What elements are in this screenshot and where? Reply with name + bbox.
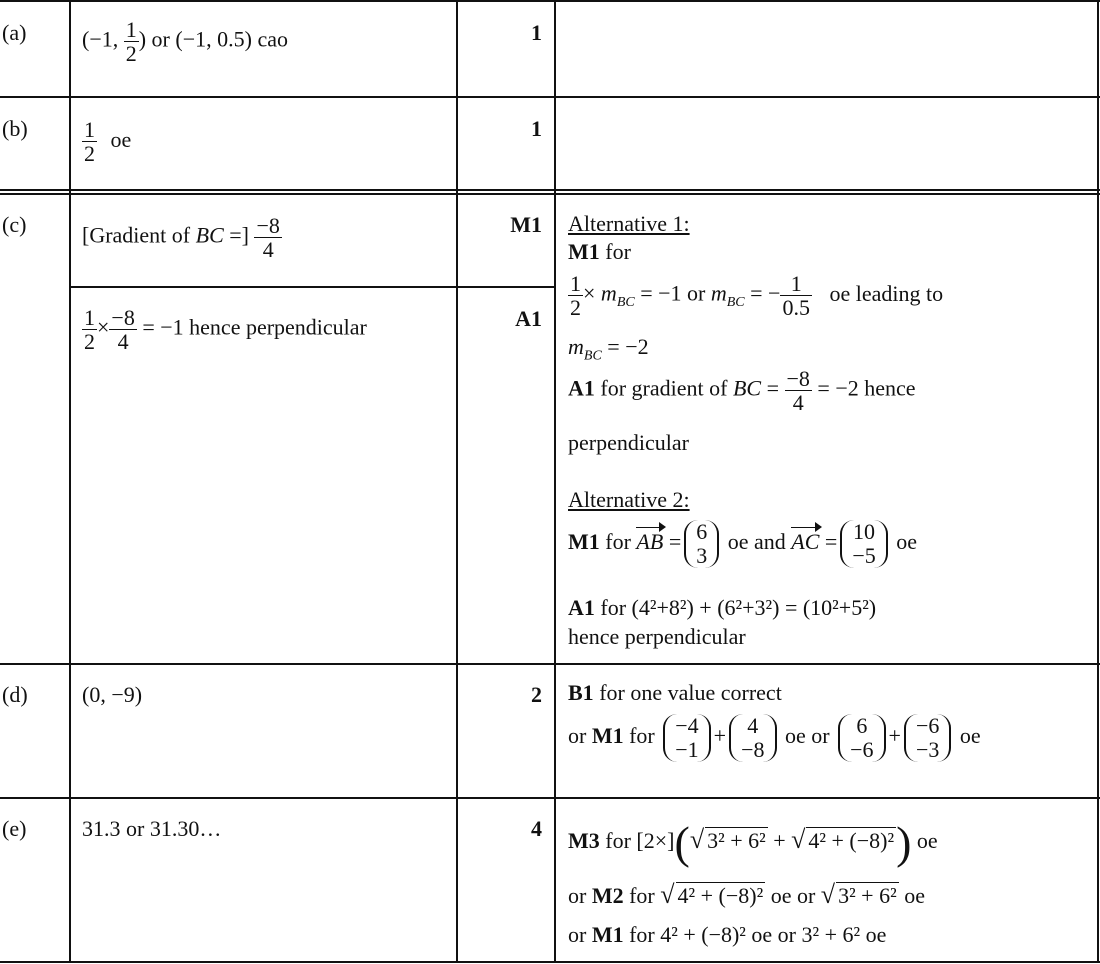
part-label-e: (e): [2, 816, 27, 841]
answer-d: (0, −9): [82, 682, 143, 707]
column-divider-3: [554, 0, 556, 962]
table-border-top: [0, 0, 1100, 2]
c-alt1-title: Alternative 1:: [568, 211, 690, 236]
answer-a-post: ) or (−1, 0.5) cao: [138, 26, 288, 52]
c-alt1-result: $m_{BC} = -2$: [568, 334, 649, 364]
mark-c-m1: M1: [510, 212, 542, 237]
row-divider-ab: [0, 96, 1100, 98]
c-alt2-title: Alternative 2:: [568, 487, 690, 512]
part-label-b: (b): [2, 116, 28, 141]
c-alt1-m1: M1 for: [568, 239, 631, 264]
e-m3: M3 for [2×](√ 3² + 6² + √ 4² + (−8)²) oe: [568, 817, 938, 868]
part-label-d: (d): [2, 682, 28, 707]
answer-b-post: oe: [110, 126, 132, 152]
mark-c-a1: A1: [515, 306, 542, 331]
row-divider-bc-2: [0, 193, 1100, 195]
c-alt1-equation: $\frac{1}{2}$ × $m_{BC} = -1$ or $m_{BC}$ = − $\frac{1}{0.5}$ oe leading to: [570, 271, 944, 321]
answer-c-gradient: [Gradient of BC =] $\frac{-8}{4}$: [82, 213, 280, 263]
d-m1: or M1 for −4 −1 + 4 −8 oe or 6 −6 + −6 −3 oe: [568, 713, 981, 763]
row-divider-c-inner: [69, 286, 556, 288]
table-border-bottom: [0, 961, 1100, 963]
c-alt1-a1: A1 for gradient of BC = $\frac{-8}{4}$ = −2 hence: [568, 366, 916, 416]
mark-b: 1: [531, 116, 542, 141]
row-divider-de: [0, 797, 1100, 799]
column-divider-2: [456, 0, 458, 962]
d-b1: B1 for one value correct: [568, 680, 782, 705]
answer-c-product: $\frac{1}{2}$ × $\frac{-8}{4}$ = −1 hence perpendicular: [84, 305, 367, 355]
e-m2: or M2 for √ 4² + (−8)² oe or √ 3² + 6² oe: [568, 880, 925, 909]
c-alt2-a1: A1 for (4²+8²) + (6²+3²) = (10²+5²): [568, 595, 877, 620]
answer-c-fraction: $\frac{-8}{4}$: [256, 213, 280, 263]
column-divider-1: [69, 0, 71, 962]
answer-b-fraction: $\frac{1}{2}$: [84, 117, 95, 167]
answer-a: [82, 18, 288, 65]
answer-a-pre: (−1,: [82, 26, 124, 52]
e-m1: or M1 for 4² + (−8)² oe or 3² + 6² oe: [568, 922, 887, 947]
part-label-c: (c): [2, 212, 27, 237]
row-divider-bc-1: [0, 189, 1100, 191]
c-alt2-m1: M1 for AB = 6 3 oe and AC = 10 −5 oe: [568, 519, 917, 569]
column-divider-4: [1097, 0, 1099, 962]
answer-a-fraction: $\frac{1}{2}$: [125, 17, 137, 67]
answer-e: 31.3 or 31.30…: [82, 816, 222, 841]
c-alt1-perp: perpendicular: [568, 430, 689, 455]
c-alt2-perp: hence perpendicular: [568, 624, 746, 649]
mark-e: 4: [531, 816, 542, 841]
mark-a: 1: [531, 20, 542, 45]
row-divider-cd: [0, 663, 1100, 665]
answer-b: [82, 118, 131, 165]
mark-d: 2: [531, 682, 542, 707]
part-label-a: (a): [2, 20, 27, 45]
